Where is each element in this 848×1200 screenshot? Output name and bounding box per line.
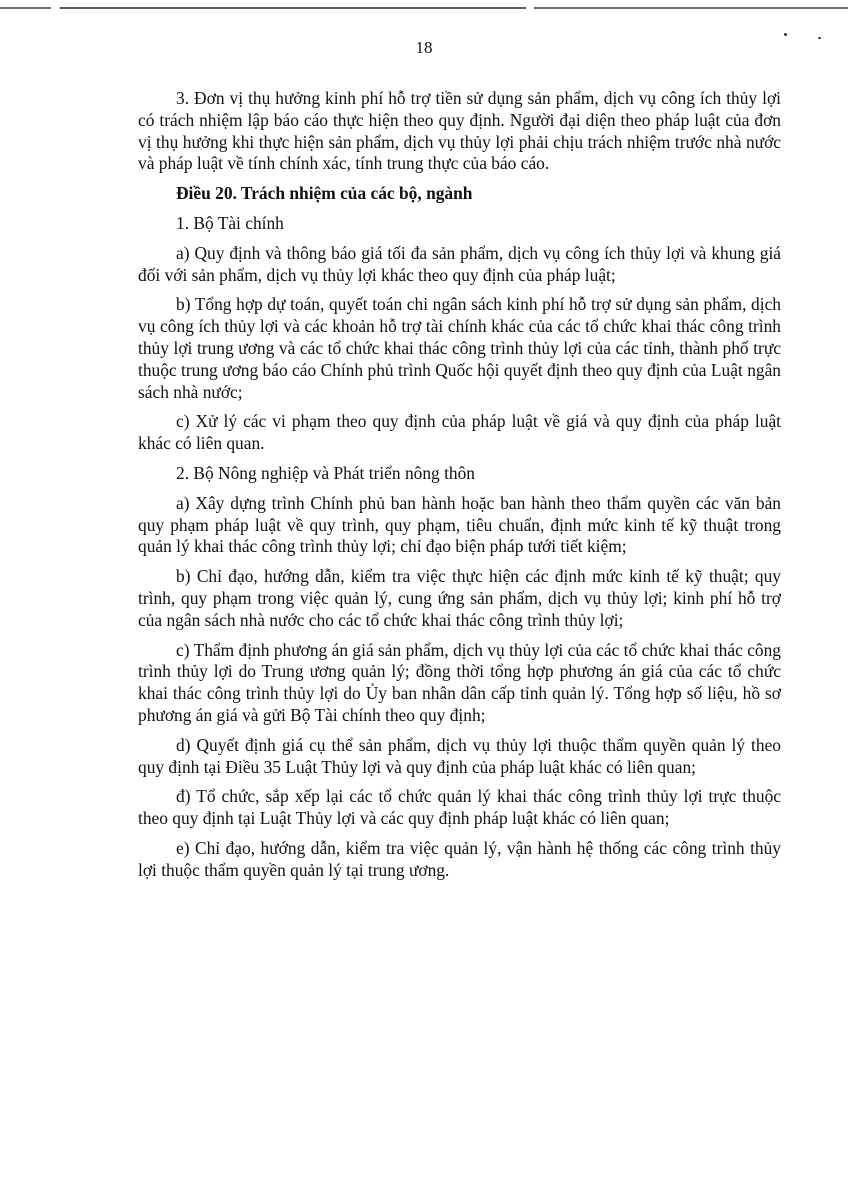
section-2-title: 2. Bộ Nông nghiệp và Phát triển nông thôn xyxy=(176,462,475,483)
section-1-item-a: a) Quy định và thông báo giá tối đa sản phẩm, dịch vụ công ích thủy lợi và khung giá đối với sản phẩm, dịch vụ thủy lợi khác theo quy định của pháp luật; xyxy=(138,242,781,285)
scan-speck xyxy=(784,33,787,36)
document-body xyxy=(138,88,781,890)
paragraph-item-3: 3. Đơn vị thụ hưởng kinh phí hỗ trợ tiền sử dụng sản phẩm, dịch vụ công ích thủy lợi có trách nhiệm lập báo cáo thực hiện theo quy định. Người đại diện theo pháp luật của đơn vị thụ hưởng khi thực hiện sản phẩm, dịch vụ thủy lợi phải chịu trách nhiệm trước nhà nước và pháp luật về tính chính xác, tính trung thực của báo cáo. xyxy=(138,88,781,174)
section-2-item-e: e) Chỉ đạo, hướng dẫn, kiểm tra việc quản lý, vận hành hệ thống các công trình thủy lợi thuộc thẩm quyền quản lý tại trung ương. xyxy=(138,837,781,880)
section-2-item-d: d) Quyết định giá cụ thể sản phẩm, dịch vụ thủy lợi thuộc thẩm quyền quản lý theo quy định tại Điều 35 Luật Thủy lợi và quy định của pháp luật khác có liên quan; xyxy=(138,734,781,777)
section-1-item-b: b) Tổng hợp dự toán, quyết toán chi ngân sách kinh phí hỗ trợ sử dụng sản phẩm, dịch vụ công ích thủy lợi và các khoản hỗ trợ tài chính khác của các tổ chức khai thác công trình thủy lợi trung ương và các tổ chức khai thác công trình thủy lợi của các tỉnh, thành phố trực thuộc trung ương báo cáo Chính phủ trình Quốc hội quyết định theo quy định của Luật ngân sách nhà nước; xyxy=(138,294,781,402)
section-2-item-b: b) Chỉ đạo, hướng dẫn, kiểm tra việc thực hiện các định mức kinh tế kỹ thuật; quy trình, quy phạm trong việc quản lý, cung ứng sản phẩm, dịch vụ thủy lợi; kinh phí hỗ trợ của ngân sách nhà nước cho các tổ chức khai thác công trình thủy lợi; xyxy=(138,566,781,630)
section-1-title: 1. Bộ Tài chính xyxy=(176,212,284,233)
article-heading: Điều 20. Trách nhiệm của các bộ, ngành xyxy=(176,183,473,204)
section-2-item-c: c) Thẩm định phương án giá sản phẩm, dịch vụ thủy lợi của các tổ chức khai thác công trình thủy lợi do Trung ương quản lý; đồng thời tổng hợp phương án giá của các tổ chức khai thác công trình thủy lợi do Ủy ban nhân dân cấp tỉnh quản lý. Tổng hợp số liệu, hồ sơ phương án giá và gửi Bộ Tài chính theo quy định; xyxy=(138,639,781,725)
scan-top-edge-line xyxy=(0,7,848,9)
page-number: 18 xyxy=(415,38,433,57)
section-2-item-a: a) Xây dựng trình Chính phủ ban hành hoặc ban hành theo thẩm quyền các văn bản quy phạm pháp luật về quy trình, quy phạm, tiêu chuẩn, định mức kinh tế kỹ thuật trong quản lý khai thác công trình thủy lợi; chỉ đạo biện pháp tưới tiết kiệm; xyxy=(138,492,781,557)
section-2-item-dd: đ) Tổ chức, sắp xếp lại các tổ chức quản lý khai thác công trình thủy lợi trực thuộc theo quy định tại Luật Thủy lợi và các quy định pháp luật khác có liên quan; xyxy=(138,786,781,829)
section-1-item-c: c) Xử lý các vi phạm theo quy định của pháp luật về giá và quy định của pháp luật khác có liên quan. xyxy=(138,411,781,454)
